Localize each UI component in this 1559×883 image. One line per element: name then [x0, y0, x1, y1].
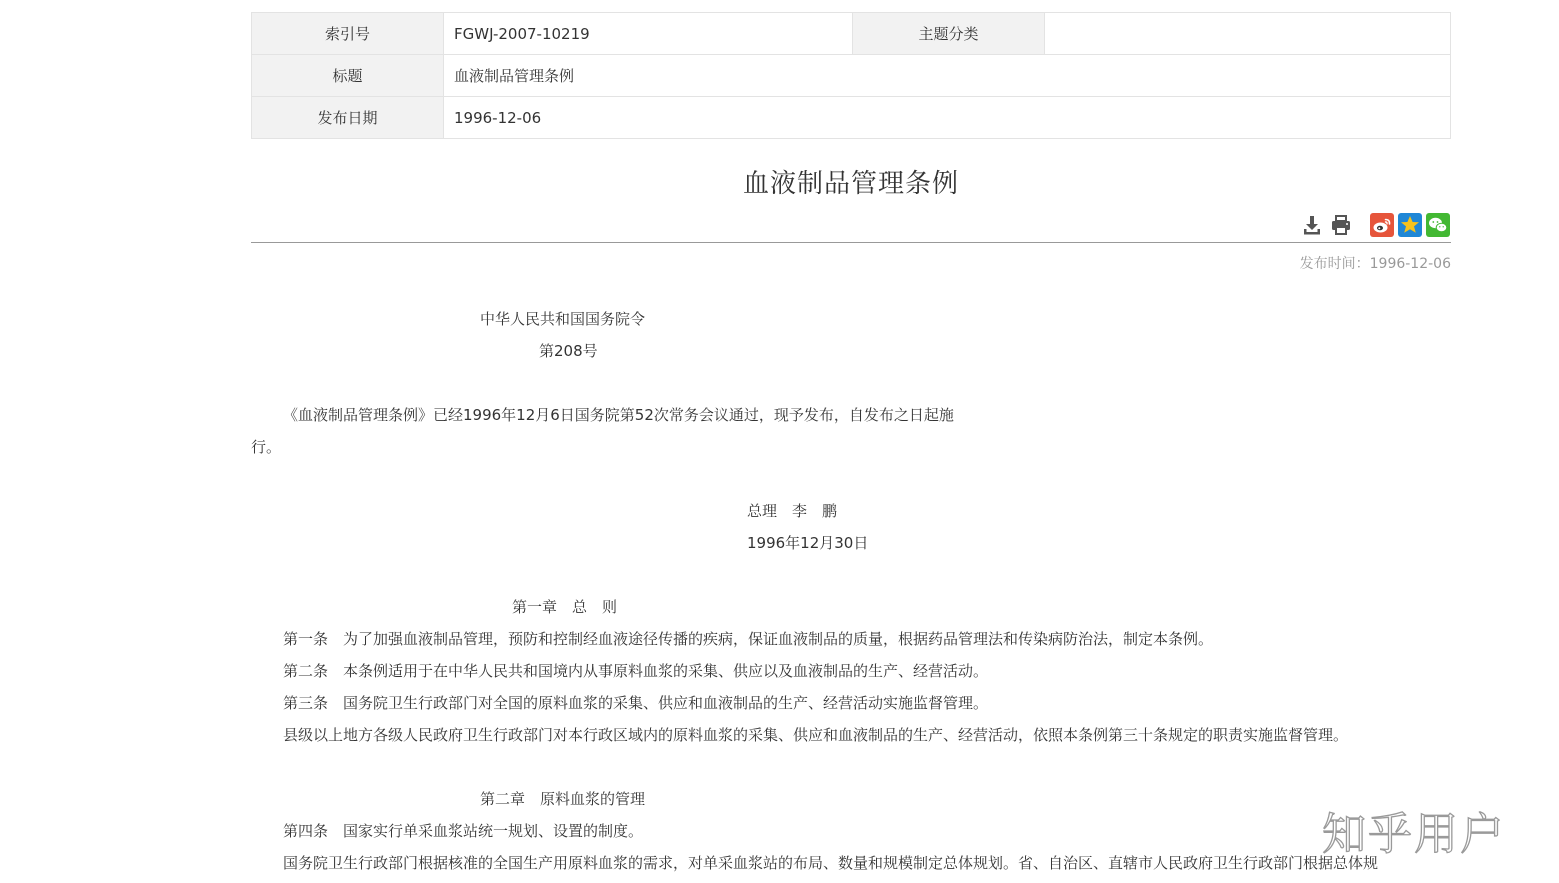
chapter-1-heading: 第一章 总 则 [512, 598, 618, 616]
article-3-paragraph-2: 县级以上地方各级人民政府卫生行政部门对本行政区域内的原料血浆的采集、供应和血液制品的生产、经营活动，依照本条例第三十条规定的职责实施监督管理。 [283, 726, 1349, 744]
index-value: FGWJ-2007-10219 [444, 13, 853, 55]
category-value [1045, 13, 1451, 55]
article-4-paragraph-2: 国务院卫生行政部门根据核准的全国生产用原料血浆的需求，对单采血浆站的布局、数量和规模制定总体规划。省、自治区、直辖市人民政府卫生行政部门根据总体规 [283, 854, 1379, 872]
print-icon[interactable] [1329, 213, 1353, 237]
info-row-index [252, 13, 1451, 55]
qzone-icon[interactable] [1398, 213, 1422, 237]
article-2: 第二条 本条例适用于在中华人民共和国境内从事原料血浆的采集、供应以及血液制品的生产、经营活动。 [283, 662, 989, 680]
title-divider [251, 242, 1451, 243]
info-row-date [252, 97, 1451, 139]
document-title: 血液制品管理条例 [742, 169, 959, 199]
zhihu-watermark: 知乎用户 [1322, 809, 1506, 860]
chapter-2-heading: 第二章 原料血浆的管理 [480, 790, 646, 808]
publish-time: 发布时间：1996-12-06 [1299, 256, 1451, 272]
decree-number: 第208号 [539, 342, 598, 360]
signature-premier: 总理 李 鹏 [747, 502, 838, 520]
wechat-icon[interactable] [1426, 213, 1450, 237]
download-icon[interactable] [1300, 213, 1324, 237]
info-row-title [252, 55, 1451, 97]
title-value: 血液制品管理条例 [444, 55, 1451, 97]
date-label: 发布日期 [252, 97, 444, 139]
category-label: 主题分类 [853, 13, 1045, 55]
document-info-table [251, 12, 1451, 139]
date-value: 1996-12-06 [444, 97, 1451, 139]
title-label: 标题 [252, 55, 444, 97]
intro-paragraph-line2: 行。 [251, 438, 282, 456]
intro-paragraph-line1: 《血液制品管理条例》已经1996年12月6日国务院第52次常务会议通过，现予发布，自发布之日起施 [283, 406, 954, 424]
article-4: 第四条 国家实行单采血浆站统一规划、设置的制度。 [283, 822, 644, 840]
weibo-icon[interactable] [1370, 213, 1394, 237]
signature-date: 1996年12月30日 [747, 534, 869, 552]
index-label: 索引号 [252, 13, 444, 55]
article-3: 第三条 国务院卫生行政部门对全国的原料血浆的采集、供应和血液制品的生产、经营活动实施监督管理。 [283, 694, 989, 712]
article-1: 第一条 为了加强血液制品管理，预防和控制经血液途径传播的疾病，保证血液制品的质量，根据药品管理法和传染病防治法，制定本条例。 [283, 630, 1214, 648]
decree-issuer: 中华人民共和国国务院令 [480, 310, 646, 328]
